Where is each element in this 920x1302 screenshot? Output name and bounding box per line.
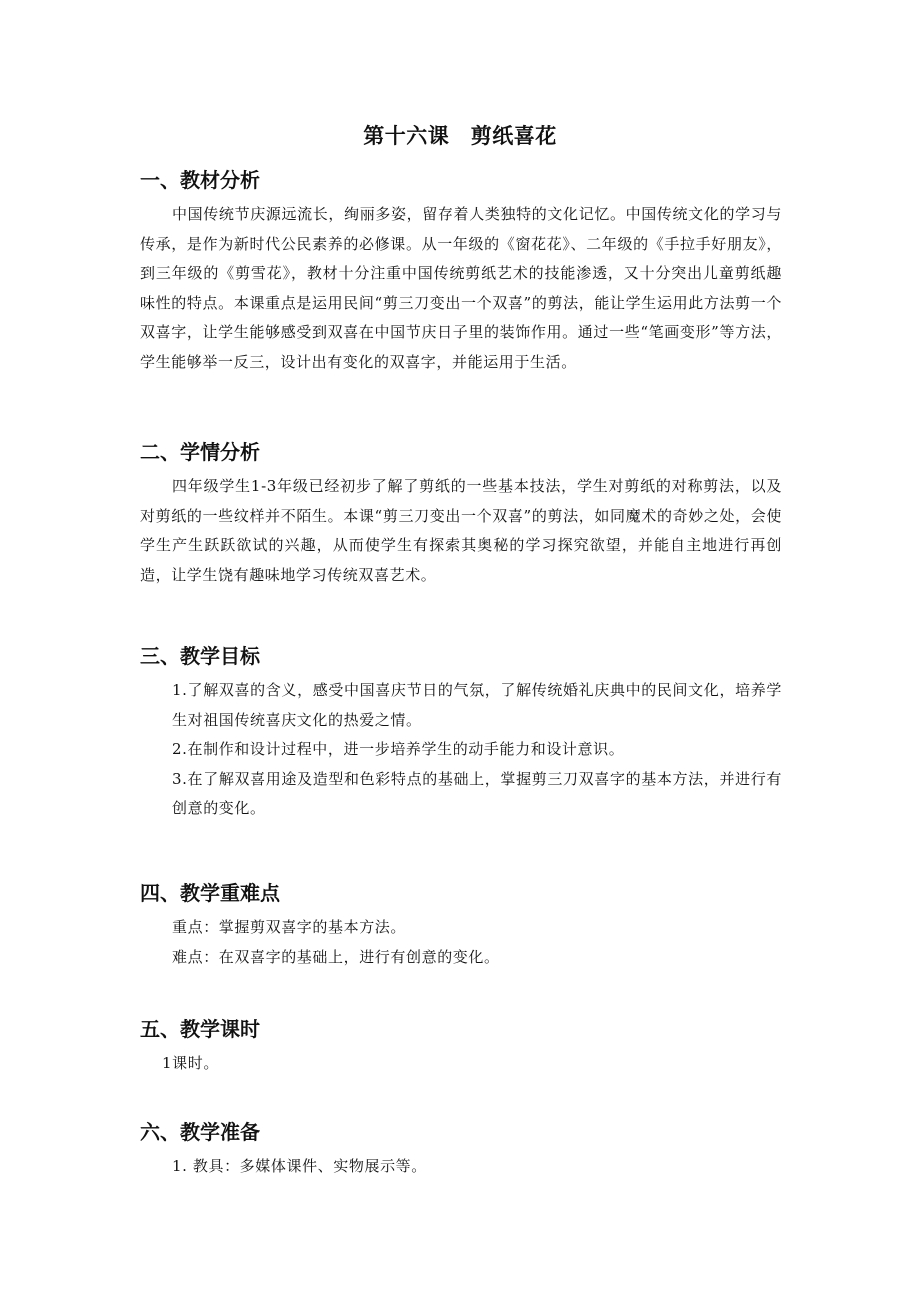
preparation-item: 1. 教具：多媒体课件、实物展示等。 xyxy=(172,1157,427,1175)
section-heading: 三、教学目标 xyxy=(140,644,260,668)
goal-item: 3.在了解双喜用途及造型和色彩特点的基础上，掌握剪三刀双喜字的基本方法，并进行有创意的变化。 xyxy=(172,769,782,817)
section-class-hours xyxy=(140,1015,782,1079)
class-hours-item: 1课时。 xyxy=(162,1054,219,1072)
section-paragraph: 四年级学生1-3年级已经初步了解了剪纸的一些基本技法，学生对剪纸的对称剪法，以及对剪纸的一些纹样并不陌生。本课“剪三刀变出一个双喜”的剪法，如同魔术的奇妙之处，会使学生产生跃跃欲试的兴趣，从而使学生有探索其奥秘的学习探究欲望，并能自主地进行再创造，让学生饶有趣味地学习传统双喜艺术。 xyxy=(140,477,782,584)
section-paragraph: 中国传统节庆源远流长，绚丽多姿，留存着人类独特的文化记忆。中国传统文化的学习与传承，是作为新时代公民素养的必修课。从一年级的《窗花花》、二年级的《手拉手好朋友》，到三年级的《剪雪花》，教材十分注重中国传统剪纸艺术的技能渗透，又十分突出儿童剪纸趣味性的特点。本课重点是运用民间“剪三刀变出一个双喜”的剪法，能让学生运用此方法剪一个双喜字，让学生能够感受到双喜在中国节庆日子里的装饰作用。通过一些“笔画变形”等方法，学生能够举一反三，设计出有变化的双喜字，并能运用于生活。 xyxy=(140,205,782,371)
section-heading: 二、学情分析 xyxy=(140,440,260,464)
section-student-analysis xyxy=(140,438,782,590)
difficulty-item: 难点：在双喜字的基础上，进行有创意的变化。 xyxy=(172,947,500,966)
section-heading: 四、教学重难点 xyxy=(140,881,280,905)
section-preparation xyxy=(140,1118,782,1182)
goal-item: 1.了解双喜的含义，感受中国喜庆节日的气氛，了解传统婚礼庆典中的民间文化，培养学生对祖国传统喜庆文化的热爱之情。 xyxy=(172,681,782,729)
lesson-title: 第十六课 剪纸喜花 xyxy=(363,124,557,148)
section-key-points xyxy=(140,879,782,972)
section-heading: 六、教学准备 xyxy=(140,1120,260,1144)
section-heading: 五、教学课时 xyxy=(140,1017,260,1041)
section-textbook-analysis xyxy=(140,166,782,377)
section-heading: 一、教材分析 xyxy=(140,168,260,192)
section-teaching-goals xyxy=(140,642,782,824)
goal-item: 2.在制作和设计过程中，进一步培养学生的动手能力和设计意识。 xyxy=(172,740,625,758)
key-point-item: 重点：掌握剪双喜字的基本方法。 xyxy=(172,918,407,936)
